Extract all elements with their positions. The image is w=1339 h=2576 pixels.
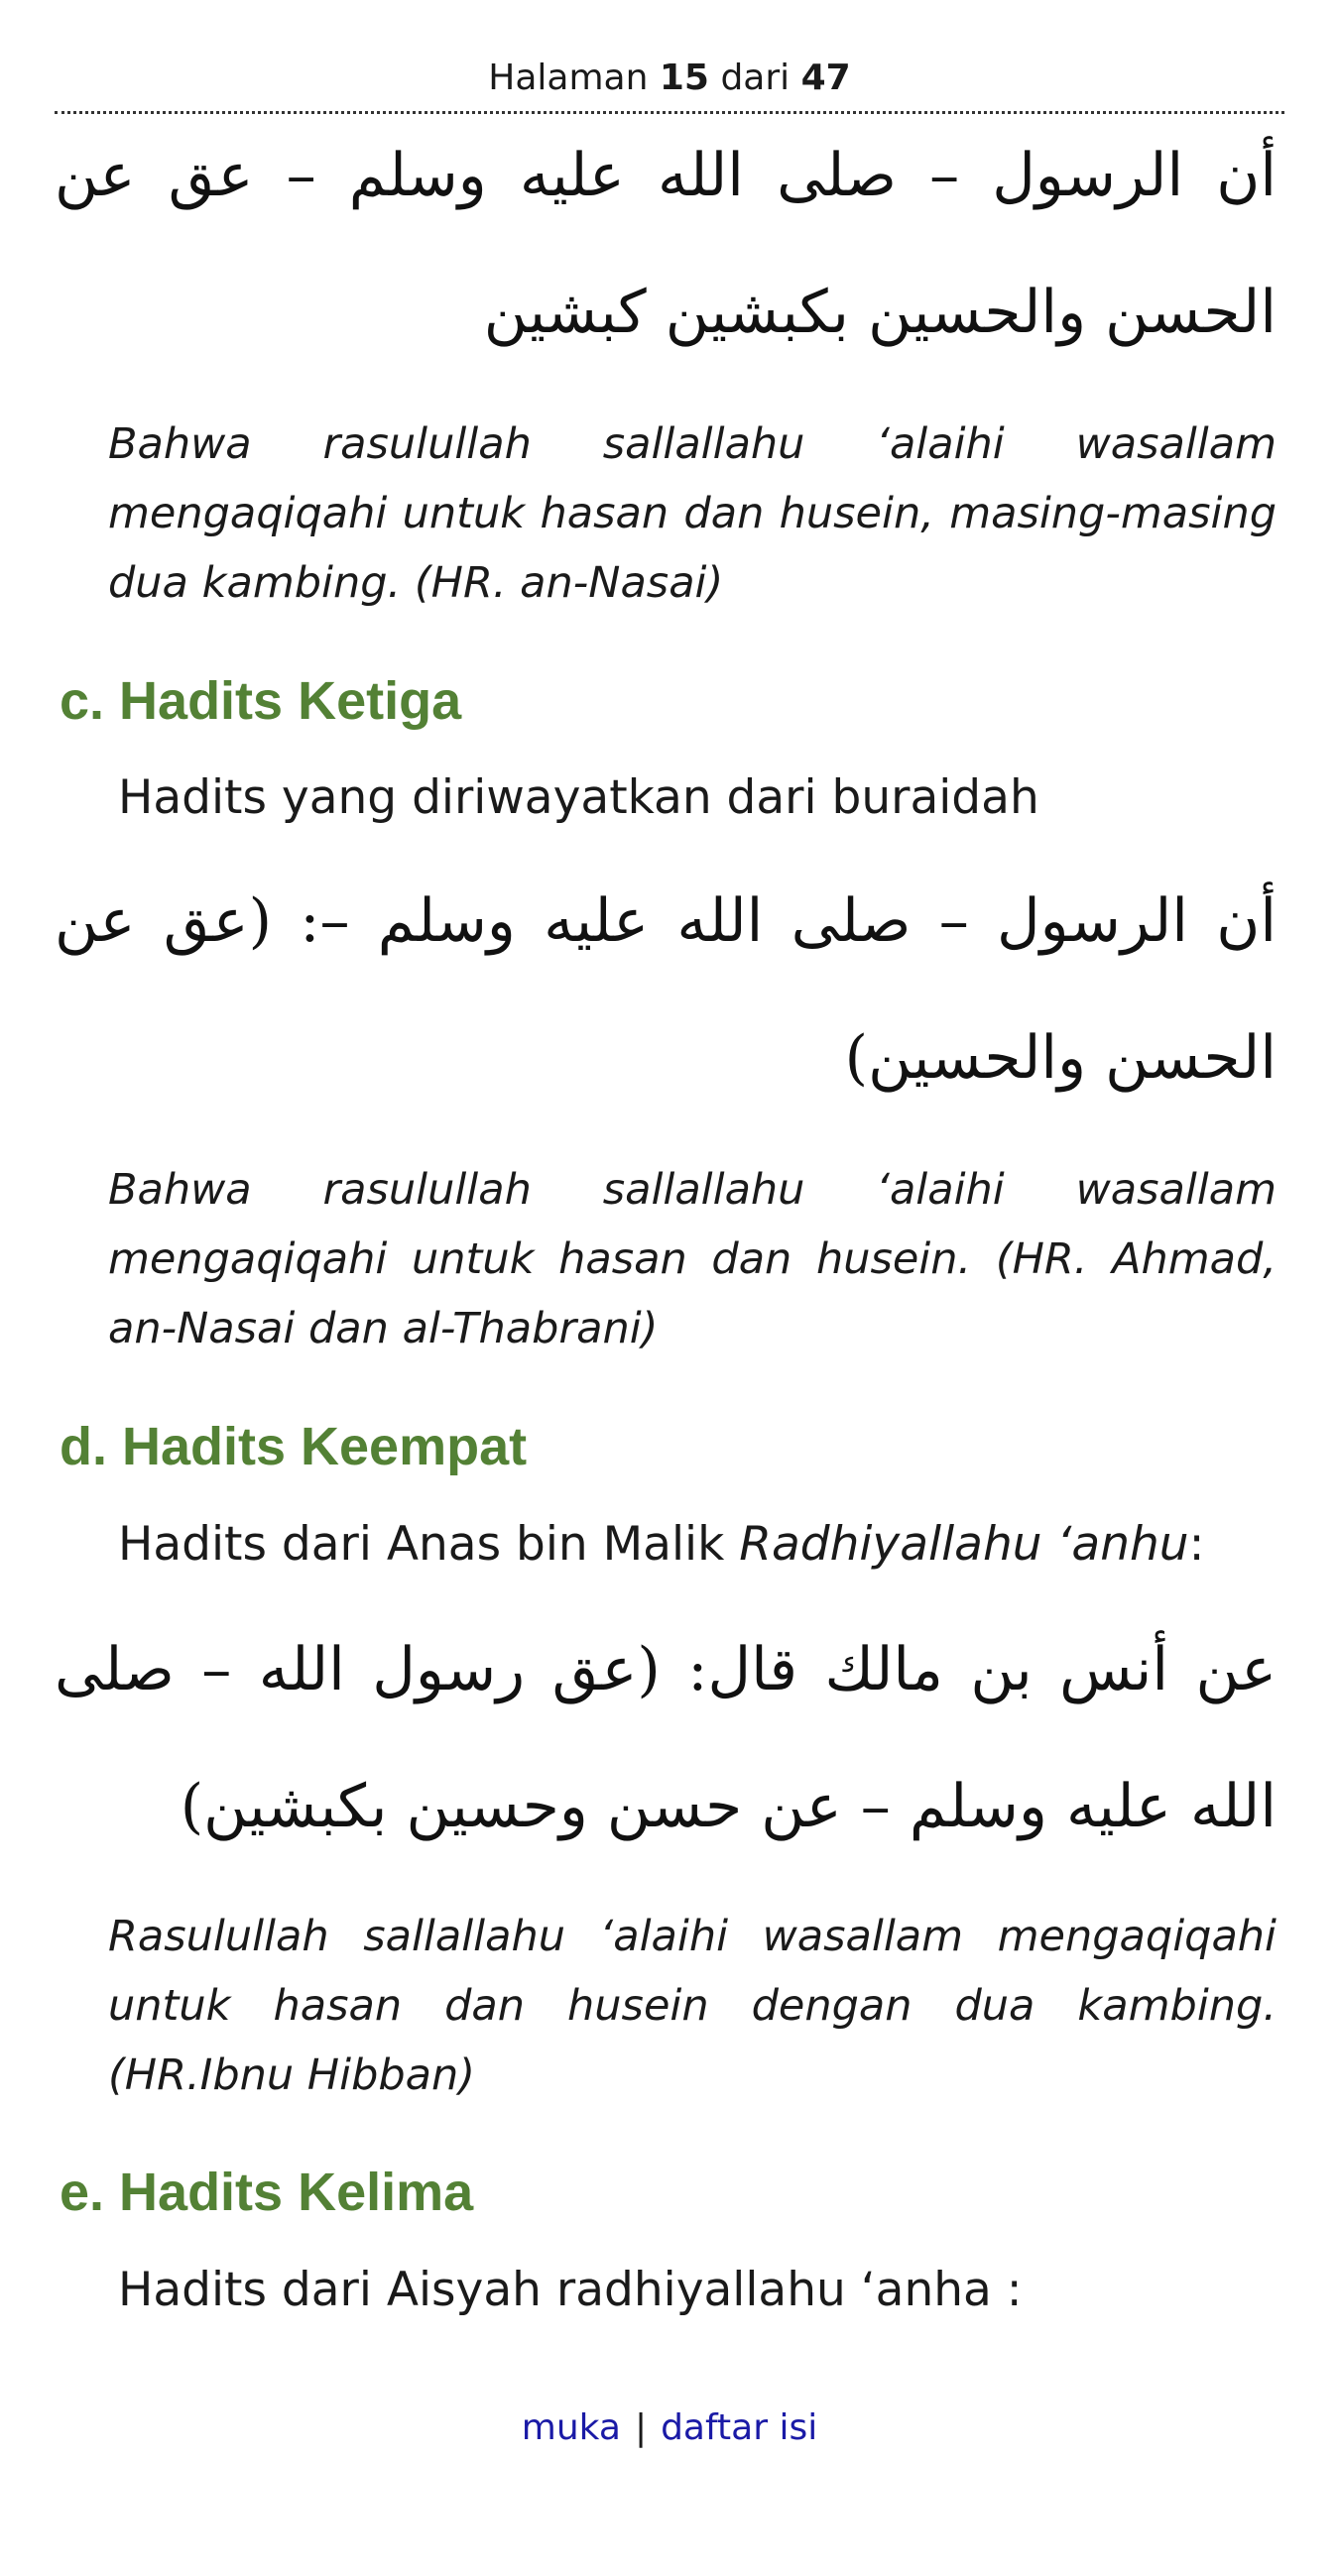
section-heading-ketiga: c. Hadits Ketiga: [60, 671, 462, 731]
hadith-intro-text: Hadits dari Anas bin Malik: [118, 1517, 725, 1572]
hadith-intro: Hadits yang diriwayatkan dari buraidah: [118, 770, 1039, 825]
hadith-translation: Rasulullah sallallahu ‘alaihi wasallam mengaqiqahi untuk hasan dan husein dengan dua kambing. (HR.Ibnu Hibban): [108, 1912, 1277, 2100]
section-heading-kelima: e. Hadits Kelima: [60, 2163, 474, 2222]
hadith-translation: Bahwa rasulullah sallallahu ‘alaihi wasallam mengaqiqahi untuk hasan dan husein. (HR. Ahmad, an-Nasai dan al-Thabrani): [108, 1165, 1277, 1353]
hadith-intro-honorific: Radhiyallahu ‘anhu: [739, 1517, 1189, 1572]
hadith-intro: [118, 1517, 1204, 1572]
home-link[interactable]: muka: [521, 2407, 621, 2448]
arabic-hadith-text: أن الرسول – صلى الله عليه وسلم – عق عن الحسن والحسين بكبشين كبشين: [55, 141, 1277, 347]
page-of-label: dari: [720, 58, 791, 98]
hadith-intro: Hadits dari Aisyah radhiyallahu ‘anha :: [118, 2263, 1023, 2317]
current-page-number: 15: [659, 58, 709, 98]
footer-separator: |: [634, 2407, 648, 2448]
arabic-hadith-text: أن الرسول – صلى الله عليه وسلم –: (عق عن الحسن والحسين): [55, 886, 1277, 1093]
page-label: Halaman: [488, 58, 649, 98]
hadith-translation: Bahwa rasulullah sallallahu ‘alaihi wasallam mengaqiqahi untuk hasan dan husein, masing-masing dua kambing. (HR. an-Nasai): [108, 419, 1277, 608]
hadith-intro-colon: :: [1188, 1517, 1205, 1572]
page-footer-nav: [55, 2407, 1284, 2448]
total-pages-number: 47: [800, 58, 851, 98]
arabic-hadith-text: عن أنس بن مالك قال: (عق رسول الله – صلى الله عليه وسلم – عن حسن وحسين بكبشين): [55, 1635, 1277, 1841]
page-header: [55, 58, 1284, 98]
section-heading-keempat: d. Hadits Keempat: [60, 1417, 528, 1476]
table-of-contents-link[interactable]: daftar isi: [661, 2407, 818, 2448]
